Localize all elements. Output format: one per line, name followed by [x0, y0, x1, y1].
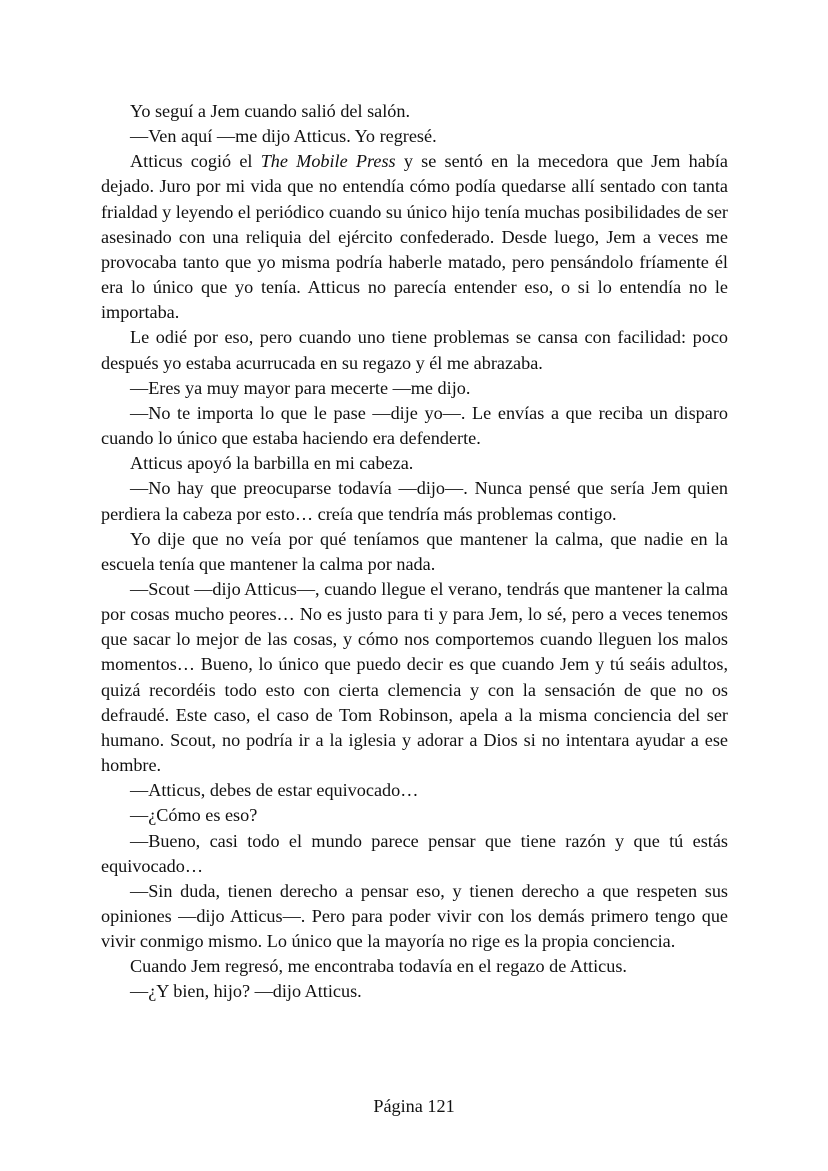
paragraph: Le odié por eso, pero cuando uno tiene problemas se cansa con facilidad: poco después yo estaba acurrucada en su regazo y él me abrazaba. — [101, 327, 728, 373]
paragraph: —No hay que preocuparse todavía —dijo—. Nunca pensé que sería Jem quien perdiera la cabeza por esto… creía que tendría más problemas contigo. — [101, 478, 728, 524]
paragraph: Yo seguí a Jem cuando salió del salón. — [130, 101, 411, 121]
paragraph: —Scout —dijo Atticus—, cuando llegue el verano, tendrás que mantener la calma por cosas mucho peores… No es justo para ti y para Jem, lo sé, pero a veces tenemos que sacar lo mejor de las cosas, y cómo nos comportemos cuando lleguen los malos momentos… Bueno, lo único que puedo decir es que cuando Jem y tú seáis adultos, quizá recordéis todo esto con cierta clemencia y con la sensación de que no os defraudé. Este caso, el caso de Tom Robinson, apela a la misma conciencia del ser humano. Scout, no podría ir a la iglesia y adorar a Dios si no intentara ayudar a ese hombre. — [101, 578, 728, 776]
paragraph-text: y se sentó en la mecedora que Jem había dejado. Juro por mi vida que no entendía cómo podía quedarse allí sentado con tanta frialdad y leyendo el periódico cuando su único hijo tenía muchas posibilidades de ser asesinado con una reliquia del ejército confederado. Desde luego, Jem a veces me provocaba tanto que yo misma podría haberle matado, pero pensándolo fríamente él era lo único que yo tenía. Atticus no parecía entender eso, o si lo entendía no le importaba. — [101, 151, 728, 323]
page-number: Página 121 — [373, 1096, 455, 1116]
paragraph: Atticus apoyó la barbilla en mi cabeza. — [130, 453, 414, 474]
paragraph: —Ven aquí —me dijo Atticus. Yo regresé. — [130, 126, 437, 147]
paragraph: —Eres ya muy mayor para mecerte —me dijo. — [130, 377, 471, 398]
paragraph: Cuando Jem regresó, me encontraba todavía en el regazo de Atticus. — [130, 956, 627, 977]
newspaper-title: The Mobile Press — [260, 151, 396, 172]
paragraph: —¿Cómo es eso? — [130, 805, 258, 826]
paragraph: —Atticus, debes de estar equivocado… — [130, 780, 419, 801]
paragraph: Yo dije que no veía por qué teníamos que mantener la calma, que nadie en la escuela tenía que mantener la calma por nada. — [101, 528, 728, 574]
paragraph — [101, 149, 728, 325]
paragraph: —Sin duda, tienen derecho a pensar eso, y tienen derecho a que respeten sus opiniones —dijo Atticus—. Pero para poder vivir con los demás primero tengo que vivir conmigo mismo. Lo único que la mayoría no rige es la propia conciencia. — [101, 880, 728, 952]
paragraph: —Bueno, casi todo el mundo parece pensar que tiene razón y que tú estás equivocado… — [101, 830, 728, 876]
paragraph: —No te importa lo que le pase —dije yo—. Le envías a que reciba un disparo cuando lo único que estaba haciendo era defenderte. — [101, 402, 728, 449]
paragraph: —¿Y bien, hijo? —dijo Atticus. — [130, 981, 362, 1002]
paragraph-text: Atticus cogió el — [130, 151, 261, 172]
page-body — [101, 99, 728, 1005]
